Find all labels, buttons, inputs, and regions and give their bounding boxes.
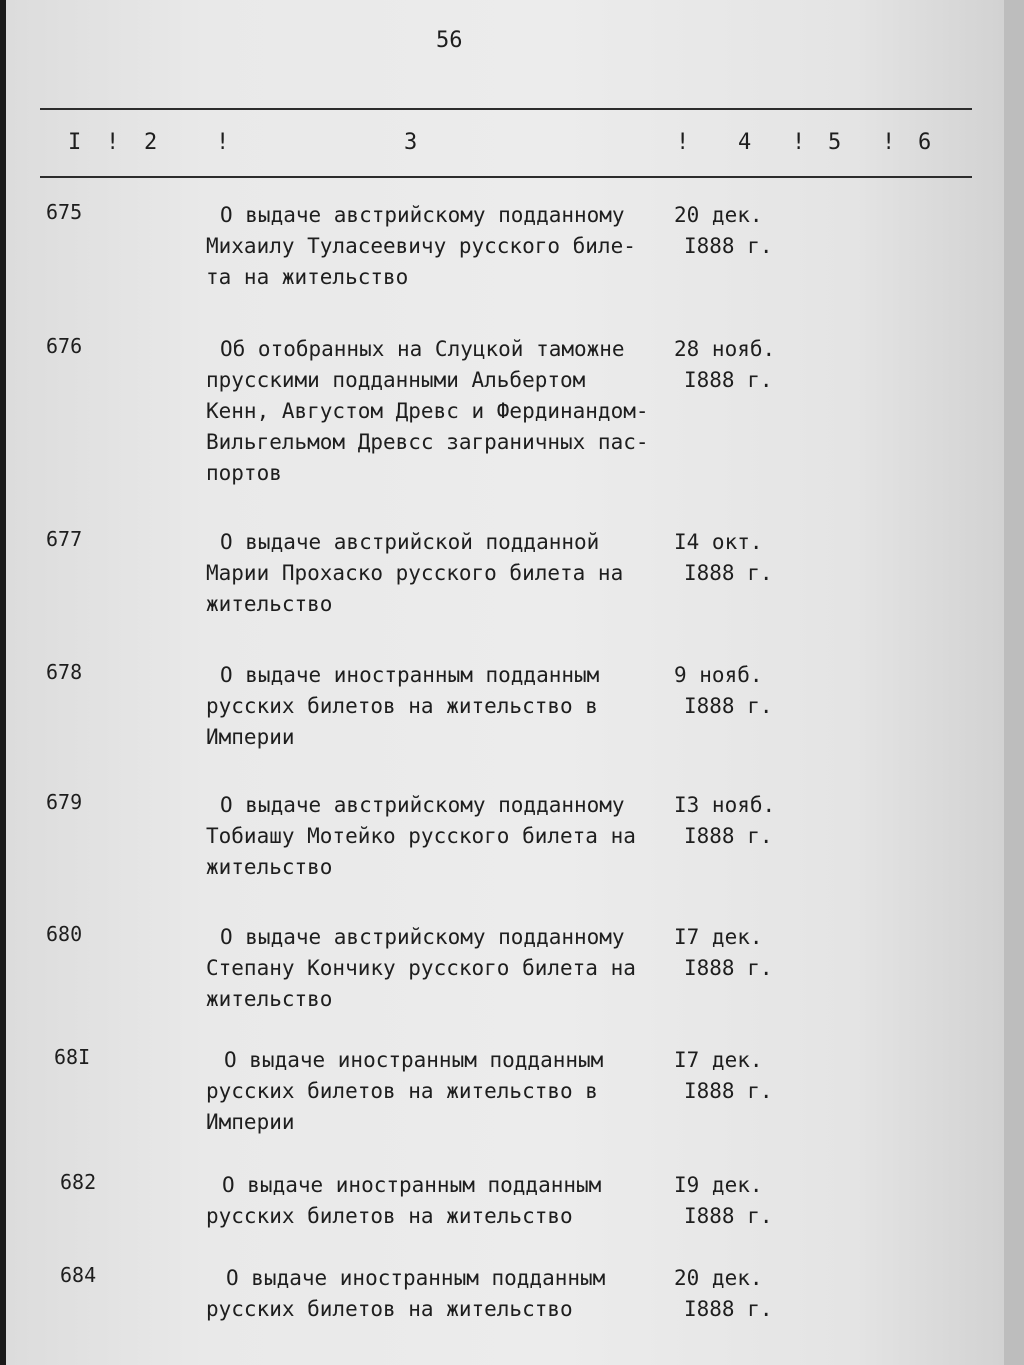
entry-title-line: Михаилу Туласеевичу русского биле- [206, 234, 636, 258]
entry-number: 679 [46, 790, 83, 814]
entry-title-line: Степану Кончику русского билета на [206, 956, 636, 980]
header-col-5: 5 [828, 130, 842, 155]
entry-number: 680 [46, 922, 83, 946]
entry-date [674, 922, 814, 984]
header-col-4: 4 [738, 130, 752, 155]
entry-number: 677 [46, 527, 83, 551]
entry-date-line: I7 дек. [674, 1048, 763, 1072]
entry-title [206, 922, 676, 1015]
entry-date [674, 1263, 814, 1325]
entry-title [206, 1170, 676, 1232]
entry-date-line: I888 г. [684, 694, 773, 718]
entry-number: 678 [46, 660, 83, 684]
entry-date-line: 20 дек. [674, 1266, 763, 1290]
entry-title-line: жительство [206, 855, 333, 879]
table-header-row [40, 130, 972, 170]
entry-title-line: Вильгельмом Древсс заграничных пас- [206, 430, 649, 454]
entry-title-line: жительство [206, 592, 333, 616]
header-separator: ! [106, 130, 120, 155]
header-separator: ! [882, 130, 896, 155]
entry-title-line: О выдаче иностранным подданным [222, 1173, 602, 1197]
header-separator: ! [216, 130, 230, 155]
entry-title-line: О выдаче иностранным подданным [220, 663, 600, 687]
entry-number: 684 [60, 1263, 97, 1287]
entry-title-line: Марии Прохаско русского билета на [206, 561, 624, 585]
entry-title-line: русских билетов на жительство в [206, 1079, 598, 1103]
table-header-top-rule [40, 108, 972, 110]
entry-date-line: I4 окт. [674, 530, 763, 554]
entry-title-line: прусскими подданными Альбертом [206, 368, 586, 392]
header-separator: ! [676, 130, 690, 155]
entry-title-line: Кенн, Августом Древс и Фердинандом- [206, 399, 649, 423]
entry-date [674, 1170, 814, 1232]
entry-title-line: О выдаче австрийскому подданному [220, 203, 625, 227]
entry-date-line: 28 нояб. [674, 337, 776, 361]
entry-title-line: русских билетов на жительство [206, 1204, 573, 1228]
entry-title-line: Об отобранных на Слуцкой таможне [220, 337, 625, 361]
entry-date-line: I3 нояб. [674, 793, 776, 817]
entry-title [206, 790, 676, 883]
entry-date-line: 9 нояб. [674, 663, 763, 687]
entry-title [206, 527, 676, 620]
header-col-1: I [68, 130, 82, 155]
entry-title-line: О выдаче австрийской подданной [220, 530, 600, 554]
entry-date [674, 790, 814, 852]
entry-title-line: О выдаче австрийскому подданному [220, 925, 625, 949]
entry-title-line: О выдаче австрийскому подданному [220, 793, 625, 817]
entry-title-line: Империи [206, 1110, 295, 1134]
header-col-3: 3 [404, 130, 418, 155]
entry-date-line: I888 г. [684, 561, 773, 585]
entry-title-line: О выдаче иностранным подданным [224, 1048, 604, 1072]
entry-date-line: I888 г. [684, 1204, 773, 1228]
entry-date [674, 1045, 814, 1107]
entry-title-line: та на жительство [206, 265, 409, 289]
entry-title [206, 1045, 676, 1138]
entry-title [206, 200, 676, 293]
page-number: 56 [436, 28, 463, 53]
entry-date [674, 200, 814, 262]
entry-number: 682 [60, 1170, 97, 1194]
entry-number: 675 [46, 200, 83, 224]
table-header-bottom-rule [40, 176, 972, 178]
entry-title-line: Тобиашу Мотейко русского билета на [206, 824, 636, 848]
entry-date-line: I888 г. [684, 1297, 773, 1321]
entry-date [674, 527, 814, 589]
entry-date-line: I888 г. [684, 234, 773, 258]
document-page [6, 0, 1004, 1365]
entry-number: 676 [46, 334, 83, 358]
entry-title-line: Империи [206, 725, 295, 749]
entry-title-line: О выдаче иностранным подданным [226, 1266, 606, 1290]
entry-date-line: I888 г. [684, 1079, 773, 1103]
entry-date [674, 660, 814, 722]
entry-date-line: I9 дек. [674, 1173, 763, 1197]
entry-date-line: I888 г. [684, 824, 773, 848]
header-col-6: 6 [918, 130, 932, 155]
entry-date-line: 20 дек. [674, 203, 763, 227]
entry-date-line: I888 г. [684, 956, 773, 980]
entry-date-line: I888 г. [684, 368, 773, 392]
entry-title [206, 1263, 676, 1325]
entry-title [206, 334, 676, 489]
header-col-2: 2 [144, 130, 158, 155]
entry-number: 68I [54, 1045, 91, 1069]
entry-title-line: русских билетов на жительство в [206, 694, 598, 718]
entry-date-line: I7 дек. [674, 925, 763, 949]
entry-title-line: портов [206, 461, 282, 485]
page-edge [1004, 0, 1024, 1365]
header-separator: ! [792, 130, 806, 155]
entry-title [206, 660, 676, 753]
entry-title-line: русских билетов на жительство [206, 1297, 573, 1321]
entry-title-line: жительство [206, 987, 333, 1011]
entry-date [674, 334, 814, 396]
